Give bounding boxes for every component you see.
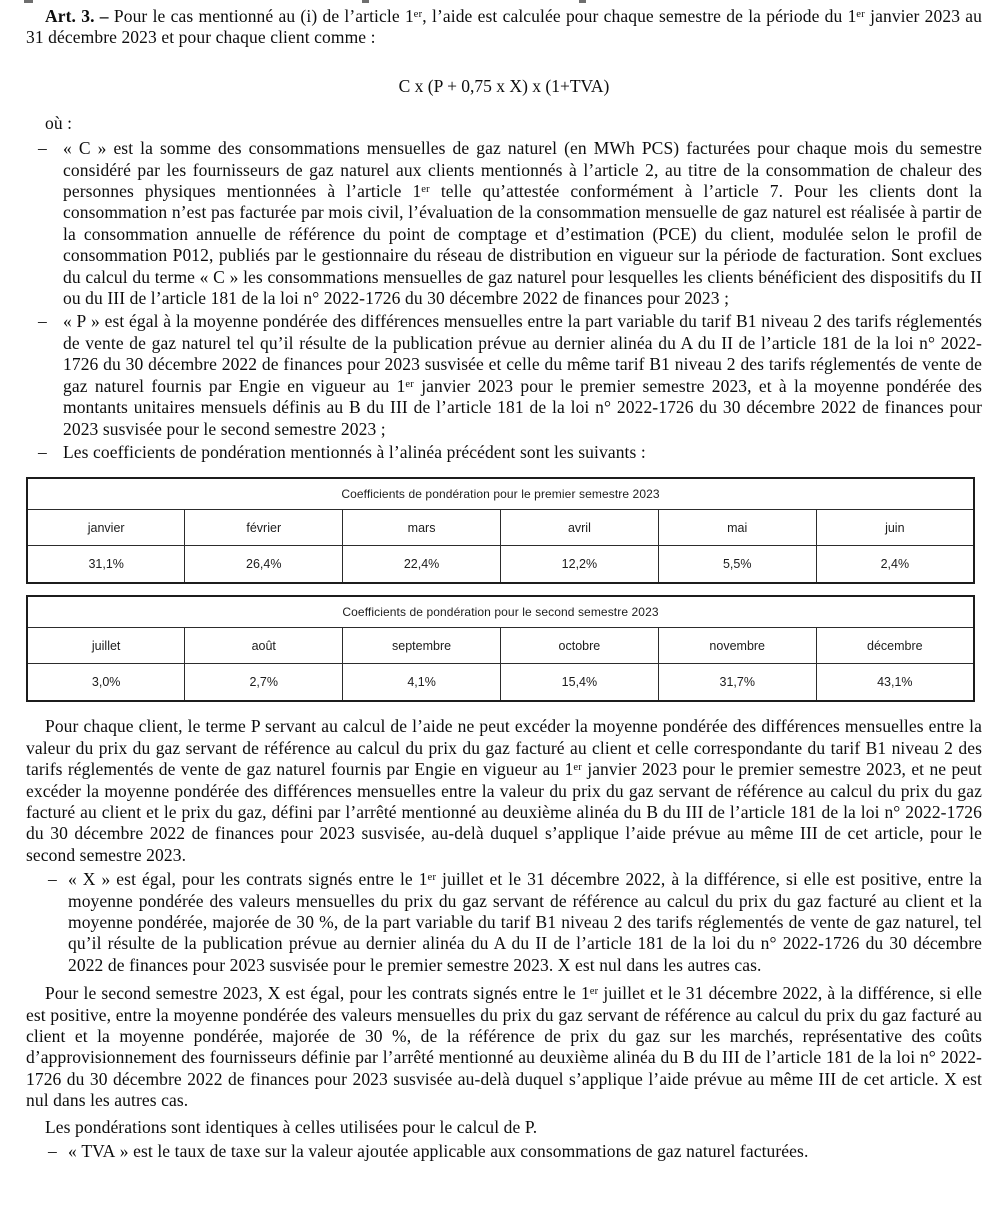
- article-number: Art. 3.: [45, 6, 95, 26]
- month-header-cell: octobre: [500, 628, 658, 664]
- month-header-cell: novembre: [658, 628, 816, 664]
- list-dash: –: [48, 1141, 57, 1162]
- month-header-cell: juillet: [27, 628, 185, 664]
- definition-c-text: « C » est la somme des consommations mensuelles de gaz naturel (en MWh PCS) facturées pour chaque mois du semestre considéré par les fournisseurs de gaz naturel aux clients mentionnés à l’article 2, au titre de la consommation de chaleur des personnes physiques mentionnées à l’article 1ᵉʳ telle qu’attestée conformément à l’article 7. Pour les clients dont la consommation n’est pas facturée par mois civil, l’évaluation de la consommation mensuelle de gaz naturel est réalisée à partir de la consommation annuelle de référence du point de comptage et d’estimation (PCE) du client, modulée selon le profil de consommation P012, publiés par le gestionnaire du réseau de distribution en vigueur sur la période de facturation. Sont exclues du calcul du terme « C » les consommations mensuelles de gaz naturel pour lesquelles les clients bénéficient des dispositifs du II ou du III de l’article 181 de la loi n° 2022-1726 du 30 décembre 2022 de finances pour 2023 ;: [63, 138, 982, 309]
- month-header-cell: janvier: [27, 510, 185, 546]
- definition-p: [26, 311, 982, 439]
- list-dash: –: [38, 441, 47, 462]
- coefficient-value-cell: 43,1%: [816, 664, 974, 702]
- definition-tva-text: « TVA » est le taux de taxe sur la valeur ajoutée applicable aux consommations de gaz naturel facturées.: [68, 1141, 809, 1162]
- table-header-row: [27, 628, 974, 664]
- coefficient-value-cell: 31,7%: [658, 664, 816, 702]
- month-header-cell: décembre: [816, 628, 974, 664]
- coefficient-value-cell: 3,0%: [27, 664, 185, 702]
- month-header-cell: février: [185, 510, 343, 546]
- where-label: où :: [45, 112, 73, 133]
- table-title: Coefficients de pondération pour le premier semestre 2023: [27, 478, 974, 510]
- definition-p-text: « P » est égal à la moyenne pondérée des différences mensuelles entre la part variable du tarif B1 niveau 2 des tarifs réglementés de vente de gaz naturel tel qu’il résulte de la publication prévue au dernier alinéa du A du II de l’article 181 de la loi n° 2022-1726 du 30 décembre 2022 de finances pour 2023 susvisée et celle du même tarif B1 niveau 2 des tarifs réglementés de vente de gaz naturel fournis par Engie en vigueur au 1ᵉʳ janvier 2023 pour le premier semestre 2023, et à la moyenne pondérée des montants unitaires mensuels définis au B du III de l’article 181 de la loi n° 2022-1726 du 30 décembre 2022 de finances pour 2023 susvisée pour le second semestre 2023 ;: [63, 311, 982, 439]
- month-header-cell: juin: [816, 510, 974, 546]
- paragraph-p-cap: Pour chaque client, le terme P servant au calcul de l’aide ne peut excéder la moyenne pondérée des différences mensuelles entre la valeur du prix du gaz servant de référence au calcul du prix du gaz facturé au client et celle correspondante du tarif B1 niveau 2 des tarifs réglementés de vente de gaz naturel fournis par Engie en vigueur au 1ᵉʳ janvier 2023 pour le premier semestre 2023, et ne peut excéder la moyenne pondérée des différences mensuelles entre la valeur du prix du gaz servant de référence au calcul du prix du gaz facturé au client et le prix du gaz, défini par l’arrêté mentionné au deuxième alinéa du B du III de l’article 181 de la loi n° 2022-1726 du 30 décembre 2022 de finances pour 2023 susvisée, au-delà duquel s’applique l’aide prévue au même III de cet article, pour le second semestre 2023.: [26, 716, 982, 865]
- definition-coefficients-text: Les coefficients de pondération mentionnés à l’alinéa précédent sont les suivants :: [63, 441, 646, 462]
- article-intro-paragraph: [26, 6, 982, 49]
- list-dash: –: [48, 869, 57, 890]
- coefficient-value-cell: 5,5%: [658, 546, 816, 584]
- definition-coefficients-intro: [26, 442, 982, 463]
- definition-x-text: « X » est égal, pour les contrats signés entre le 1ᵉʳ juillet et le 31 décembre 2022, à la différence, si elle est positive, entre la moyenne pondérée des valeurs mensuelles du prix du gaz servant de référence au calcul du prix du gaz facturé au client et la moyenne pondérée, majorée de 30 %, de la part variable du tarif B1 niveau 2 des tarifs réglementés de vente de gaz naturel, tel qu’il résulte de la publication prévue au dernier alinéa du A du II de l’article 181 de la loi du n° 2022-1726 du 30 décembre 2022 de finances pour 2023 susvisée pour le premier semestre 2023. X est nul dans les autres cas.: [68, 869, 982, 975]
- table-header-row: [27, 510, 974, 546]
- month-header-cell: septembre: [343, 628, 501, 664]
- page-crop-artifact: [24, 0, 33, 3]
- ponderations-note: Les pondérations sont identiques à celles utilisées pour le calcul de P.: [45, 1116, 538, 1137]
- paragraph-x-second-semester: Pour le second semestre 2023, X est égal, pour les contrats signés entre le 1ᵉʳ juillet et le 31 décembre 2022, à la différence, si elle est positive, entre la moyenne pondérée des valeurs mensuelles du prix du gaz servant de référence au calcul du prix du gaz facturé au client et la moyenne pondérée, majorée de 30 %, de la référence de prix du gaz sur les marchés, représentative des coûts d’approvisionnement des fournisseurs définie par l’arrêté mentionné au deuxième alinéa du B du III de l’article 181 de la loi n° 2022-1726 du 30 décembre 2022 de finances pour 2023 susvisée au-delà duquel s’applique l’aide prévue au même III de cet article. X est nul dans les autres cas.: [26, 983, 982, 1111]
- coefficient-value-cell: 26,4%: [185, 546, 343, 584]
- coefficient-value-cell: 12,2%: [500, 546, 658, 584]
- coefficient-value-cell: 2,7%: [185, 664, 343, 702]
- list-dash: –: [38, 311, 47, 332]
- aid-formula: C x (P + 0,75 x X) x (1+TVA): [398, 75, 610, 96]
- definition-tva: [26, 1141, 982, 1162]
- article-dash: –: [99, 6, 109, 26]
- coefficient-value-cell: 2,4%: [816, 546, 974, 584]
- definition-x: [26, 869, 982, 976]
- page-crop-artifact: [362, 0, 369, 3]
- definition-c: [26, 138, 982, 309]
- article-intro-text: Pour le cas mentionné au (i) de l’article 1ᵉʳ, l’aide est calculée pour chaque semestre de la période du 1ᵉʳ janvier 2023 au 31 décembre 2023 et pour chaque client comme :: [26, 6, 982, 48]
- table-title: Coefficients de pondération pour le second semestre 2023: [27, 596, 974, 628]
- page-crop-artifact: [579, 0, 586, 3]
- table-value-row: [27, 546, 974, 584]
- month-header-cell: août: [185, 628, 343, 664]
- table-title-row: [27, 478, 974, 510]
- month-header-cell: mai: [658, 510, 816, 546]
- month-header-cell: avril: [500, 510, 658, 546]
- coefficients-table-first-semester: [26, 477, 975, 584]
- table-title-row: [27, 596, 974, 628]
- list-dash: –: [38, 138, 47, 159]
- coefficient-value-cell: 4,1%: [343, 664, 501, 702]
- table-value-row: [27, 664, 974, 702]
- coefficients-table-second-semester: [26, 595, 975, 702]
- coefficient-value-cell: 31,1%: [27, 546, 185, 584]
- coefficient-value-cell: 22,4%: [343, 546, 501, 584]
- month-header-cell: mars: [343, 510, 501, 546]
- coefficient-value-cell: 15,4%: [500, 664, 658, 702]
